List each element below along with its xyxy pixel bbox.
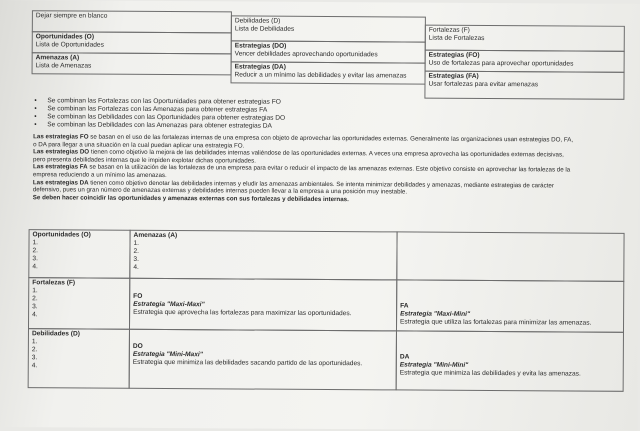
fo-strategy-cell (425, 50, 625, 73)
amenazas-title: Amenazas (A) (35, 54, 80, 62)
list-number: 3. (32, 255, 38, 263)
do-line2: pero presenta debilidades internas que le impiden explotar dichas oportunidades. (33, 155, 256, 165)
fa-desc: Usar fortalezas para evitar amenazas (428, 80, 539, 89)
strategies-explanation (33, 133, 618, 205)
debilidades-title: Debilidades (D) (234, 17, 281, 25)
fo-matrix-desc: Estrategia que aprovecha las fortalezas para maximizar las oportunidades. (133, 308, 352, 318)
fa-lead: Las estrategias FA (32, 163, 88, 171)
list-number: 2. (31, 346, 38, 354)
fo-desc: Uso de fortalezas para aprovechar oportunidades (428, 59, 574, 68)
fa-matrix-cell (396, 279, 624, 332)
empty-corner-cell (396, 231, 624, 281)
fortalezas-list: Lista de Fortalezas (428, 34, 485, 42)
do-code: DO (132, 342, 143, 350)
bullet-item: • Se combinan las Debilidades con las Amenazas para obtener estrategias DA (47, 121, 272, 130)
do-line1: tienen como objetivo la mejora de las debilidades internas valiéndose de las oportunidades externas. A veces una empresa aprovecha las oportunidades externas decisivas, (89, 148, 564, 159)
da-title: Estrategias (DA) (234, 63, 286, 71)
do-matrix-cell (129, 329, 397, 391)
list-number: 2. (32, 295, 38, 303)
list-number: 1. (31, 338, 38, 346)
list-number: 1. (32, 239, 39, 247)
fortalezas-cell (425, 25, 625, 52)
amenazas-header: Amenazas (A) (133, 231, 178, 240)
oportunidades-header-cell (28, 229, 130, 279)
list-number: 1. (133, 239, 140, 247)
oportunidades-title: Oportunidades (O) (35, 33, 95, 41)
debilidades-header: Debilidades (D) (31, 330, 80, 338)
fa-strategy-cell (424, 71, 624, 100)
fa-code: FA (400, 302, 409, 310)
list-number: 4. (32, 311, 38, 319)
list-number: 3. (133, 255, 139, 263)
fa-name: Estrategia "Maxi-Mini" (400, 310, 471, 318)
bullet-item: • Se combinan las Debilidades con las Oportunidades para obtener estrategias DO (47, 113, 285, 122)
do-title: Estrategias (DO) (234, 42, 287, 50)
oportunidades-list: Lista de Oportunidades (35, 41, 104, 49)
da-code: DA (399, 353, 410, 361)
fortalezas-header-cell (28, 277, 130, 330)
do-name: Estrategia "Mini-Maxi" (132, 350, 203, 359)
list-number: 4. (133, 263, 139, 271)
fo-line2: o DA para llegar a una situación en la cual puedan aplicar una estrategia FO. (33, 140, 245, 150)
do-strategy-cell (231, 40, 426, 63)
final-statement: Se deben hacer coincidir las oportunidades y amenazas externas con sus fortalezas y debilidades internas. (32, 193, 349, 203)
fo-lead: Las estrategias FO (33, 133, 89, 141)
amenazas-header-cell (129, 230, 397, 281)
blank-cell-label: Dejar siempre en blanco (35, 12, 108, 20)
fa-matrix-desc: Estrategia que utiliza las fortalezas para minimizar las amenazas. (400, 318, 592, 327)
list-number: 4. (31, 362, 38, 370)
da-matrix-desc: Estrategia que minimiza las debilidades y evita las amenazas. (399, 369, 581, 378)
da-line1: tienen como objetivo denotar las debilidades internas y eludir las amenazas ambientales. Se intenta minimizar debilidades y amenazas, mediante estrategias de carácter (88, 179, 554, 189)
fo-matrix-cell (129, 278, 397, 332)
blank-cell (32, 10, 232, 33)
fo-title: Estrategias (FO) (428, 51, 480, 59)
amenazas-cell (32, 52, 232, 75)
fa-line1: se basan en la utilización de las fortalezas de una empresa para evitar o reducir el impacto de las amenazas externas. Este objetivo consiste en aprovechar las fortalezas de la (87, 163, 571, 174)
list-number: 4. (32, 263, 38, 271)
fa-title: Estrategias (FA) (428, 72, 479, 80)
amenazas-list: Lista de Amenazas (35, 62, 92, 70)
list-number: 3. (31, 354, 38, 362)
fo-line1: se basan en el uso de las fortalezas internas de una empresa con objeto de aprovechar las oportunidades externas. Generalmente las organizaciones usan estrategias DO, FA, (88, 133, 574, 144)
list-number: 1. (32, 287, 38, 295)
list-number: 3. (32, 303, 38, 311)
debilidades-cell (231, 15, 426, 42)
oportunidades-cell (32, 31, 232, 54)
bullet-item: • Se combinan las Fortalezas con las Amenazas para obtener estrategias FA (47, 105, 267, 114)
list-number: 2. (32, 247, 38, 255)
da-line2: defensivo, pues un gran número de amenazas externas y debilidades internas pueden llevar a la empresa a una posición muy inestable. (32, 186, 408, 196)
da-desc: Reducir a un mínimo las debilidades y evitar las amenazas (234, 71, 407, 80)
fo-code: FO (133, 292, 143, 300)
bullet-item: • Se combinan las Fortalezas con las Oportunidades para obtener estrategias FO (47, 97, 281, 106)
do-desc: Vencer debilidades aprovechando oportunidades (234, 50, 378, 59)
foda-summary-table (0, 0, 640, 89)
fo-name: Estrategia "Maxi-Maxi" (133, 300, 205, 309)
list-number: 2. (133, 247, 139, 255)
da-name: Estrategia "Mini-Mini" (399, 361, 469, 369)
debilidades-list: Lista de Debilidades (234, 25, 295, 33)
fortalezas-title: Fortalezas (F) (428, 26, 470, 34)
da-matrix-cell (396, 330, 624, 391)
debilidades-header-cell (28, 328, 130, 389)
da-strategy-cell (230, 61, 425, 84)
do-lead: Las estrategias DO (33, 148, 90, 156)
fortalezas-header: Fortalezas (F) (32, 279, 76, 287)
oportunidades-header: Oportunidades (O) (32, 231, 91, 239)
do-matrix-desc: Estrategia que minimiza las debilidades sacando partido de las oportunidades. (132, 358, 363, 368)
da-lead: Las estrategias DA (32, 178, 89, 187)
fa-line2: empresa reduciendo a un mínimo las amenazas. (32, 171, 167, 179)
